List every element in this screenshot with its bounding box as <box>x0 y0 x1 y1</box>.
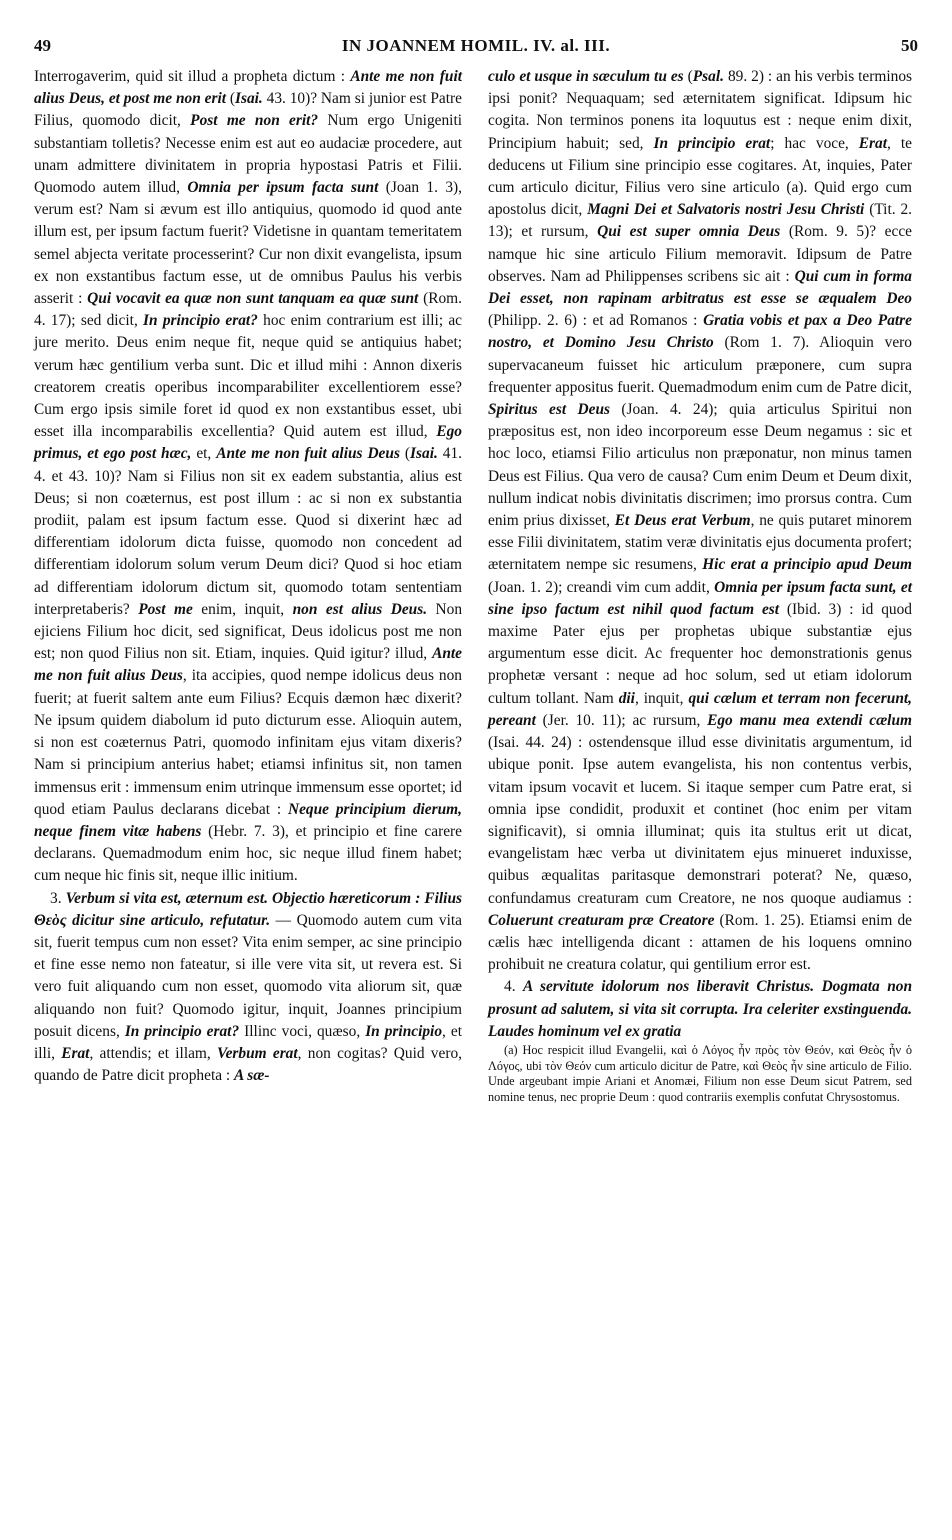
text-run: ; hac voce, <box>770 134 859 152</box>
italic-run: Coluerunt creaturam præ Creatore <box>488 911 715 929</box>
italic-run: In principio erat? <box>143 312 258 330</box>
footnote-a: (a) Hoc respicit illud Evangelii, καὶ ὁ Λόγος ἦν πρὸς τὸν Θεόν, καὶ Θεὸς ἦν ὁ Λόγος, ubi τὸν Θεόν cum articulo dicitur de Patre, καὶ Θεὸς ἦν sine articulo de Filio. Unde argeubant impie Ariani et Anomæi, Filium non esse Deum sicut Patrem, sed nomine tenus, nec proprie Deum : quod contrariis exemplis confutat Chrysostomus. <box>488 1042 912 1104</box>
italic-run: Post me non erit? <box>190 112 319 130</box>
italic-run: dii <box>618 689 635 707</box>
text-run: 4. <box>504 978 524 996</box>
left-paragraph-1 <box>34 66 462 888</box>
italic-run: Et Deus erat Verbum <box>614 512 751 530</box>
text-run: , attendis; et illam, <box>89 1044 218 1062</box>
text-run: , ita accipies, quod nempe idolicus deus non fuerit; at fuerit saltem ante eum Filius? Ecquis dæmon hæc dixerit? Ne ipsum quidem diabolum id puto dicturum esse. Alioquin autem, si non est coæternus Patri, quomodo infinitam ejus vitam dixeris? Nam si principium anterius habet; etiamsi infinitus sit, non tamen immensus erit : immensum enim utrinque immensum esse oportet; id quod etiam Paulus declarans dicebat : <box>34 667 462 818</box>
right-column <box>488 66 912 1105</box>
italic-run: Qui est super omnia Deus <box>597 223 781 241</box>
text-run: 41. 4. et 43. 10)? Nam si Filius non sit ex eadem substantia, alius est Deus; si non coæternus, est post illum : ac si non ex substantia prodiit, palam est ipsum factum esse. Quod si dixerint hæc ad differentiam idolorum dicta fuisse, quomodo non concedent ad differentiam idolorum solum verum Deum dici? Quod si hoc etiam ad differentiam idolorum dictum sit, quomodo totam sententiam interpretaberis? <box>34 445 462 618</box>
left-paragraph-2-section-3 <box>34 888 462 1088</box>
text-run: Num ergo Unigeniti substantiam tolletis? Necesse enim est aut eo audaciæ procedere, aut unam admittere divinitatem in propria hypostasi Patris et Filii. Quomodo autem illud, <box>34 112 463 197</box>
italic-run: In principio erat <box>653 134 771 152</box>
italic-run: Psal. <box>692 68 724 85</box>
text-run: , te deducens ut Filium sine principio esse cogitares. At, inquies, Pater cum articulo dicitur, Filius vero sine articulo (a). Quid ergo cum apostolus dicit, <box>488 134 912 219</box>
text-run: ( <box>683 68 693 85</box>
text-run: , inquit, <box>634 689 689 707</box>
italic-run: Verbum si vita est, æternum est. Objectio hæreticorum : Filius Θεὸς dicitur sine articulo, refutatur. <box>34 889 463 929</box>
text-run: 43. 10)? Nam si junior est Patre Filius, quomodo dicit, <box>34 90 462 130</box>
text-run: , et illi, <box>34 1022 463 1062</box>
text-run: Illinc voci, quæso, <box>239 1022 366 1040</box>
text-run: — Quomodo autem cum vita sit, fuerit tempus cum non esset? Vita enim semper, ac sine principio et fine esse nemo non fateatur, si ille vere vita sit, ut revera est. Si vero fuit aliquando cum non esset, quomodo vita aliorum sit, quæ aliquando non fuit? Quomodo igitur, inquit, Joannes principium posuit dicens, <box>34 911 463 1040</box>
italic-run: A sæ- <box>234 1067 270 1085</box>
italic-run: Isai. <box>234 90 263 108</box>
text-run: et, <box>191 445 217 463</box>
italic-run: Omnia per ipsum facta sunt <box>187 179 379 197</box>
italic-run: Qui vocavit ea quæ non sunt tanquam ea quæ sunt <box>87 290 419 308</box>
text-run: (Isai. 44. 24) : ostendensque illud esse divinitatis argumentum, id ubique ponit. Ipse autem evangelista, his non contentus verbis, vitam ipsum vocavit et lucem. Si itaque semper cum Patre erat, si omnia ipse condidit, produxit et continet (hoc enim per vitam significavit), si omnia illuminat; quis ita stultus erit ut dicat, evangelistam hæc verba ut divinitatem ejus minueret induxisse, quibus æqualitas paritasque demonstrari poterat? Ne, quæso, confundamus creaturam cum Creatore, ne nos quoque audiamus : <box>488 734 912 907</box>
italic-run: Verbum erat <box>217 1044 298 1062</box>
text-run: (Joan 1. 3), verum est? Nam si ævum est illo antiquius, quomodo id quod ante illum est, per ipsum factum fuerit? Videtisne in quantam temeritatem semel abjecta veritate processerint? Cur non dixit evangelista, ipsum ex non exstantibus factum esse, ut de omnibus Paulus his verbis asserit : <box>34 179 462 308</box>
text-run: hoc enim contrarium est illi; ac jure merito. Deus enim neque fit, neque quid se antiquius habet; verum hæc gentilium verba sunt. Dic et illud mihi : Annon dixeris creatorem creatis operibus incomparabiliter excellentiorem esse? Cum ergo ipsis simile foret id quod ex non exstantibus esset, ubi esset illa incomparabilis excellentia? Quid autem est illud, <box>34 312 463 441</box>
italic-run: Spiritus est Deus <box>488 401 610 419</box>
italic-run: Ego manu mea extendi cælum <box>707 711 912 729</box>
italic-run: Post me <box>138 600 193 618</box>
right-paragraph-2-section-4 <box>488 976 912 1043</box>
italic-run: In principio erat? <box>124 1022 240 1040</box>
text-run: Interrogaverim, quid sit illud a propheta dictum : <box>34 68 351 85</box>
text-run: , ne quis putaret minorem esse Filii divinitatem, statim veræ divinitatis ejus documenta profert; æternitatem nempe sic resumens, <box>488 512 913 574</box>
text-run: (Rom. 9. 5)? ecce namque hic sine articulo Filium memoravit. Idipsum de Patre observes. Nam ad Philippenses scribens sic ait : <box>488 223 912 285</box>
italic-run: Erat <box>858 134 888 152</box>
left-column <box>34 66 462 1087</box>
text-run: (Rom 1. 7). Alioquin vero supervacaneum fuisset hic articulum præponere, cum supra frequenter appositus fuerit. Quemadmodum enim cum de Patre dicit, <box>488 334 912 396</box>
text-run: (Rom. 1. 25). Etiamsi enim de cælis hæc intelligenda dicant : attamen de his loquens omnino prohibuit ne creatura colatur, qui gentilium error est. <box>488 911 912 974</box>
italic-run: culo et usque in sæculum tu es <box>488 68 684 85</box>
italic-run: Neque principium dierum, neque finem vitæ habens <box>34 800 462 840</box>
text-run: 89. 2) : an his verbis terminos ipsi ponit? Nequaquam; sed æternitatem significat. Idipsum hic cogita. Non terminos ponens ita loquutus est : neque enim dixit, Principium habuit; sed, <box>488 68 913 152</box>
italic-run: Magni Dei et Salvatoris nostri Jesu Christi <box>587 201 865 219</box>
italic-run: Erat <box>61 1044 90 1062</box>
right-page-number: 50 <box>901 36 918 55</box>
running-title: IN JOANNEM HOMIL. IV. al. III. <box>341 36 611 55</box>
text-run: (Rom. 4. 17); sed dicit, <box>34 290 462 330</box>
italic-run: Isai. <box>410 445 438 463</box>
text-run: enim, inquit, <box>192 600 293 618</box>
italic-run: non est alius Deus. <box>292 600 428 618</box>
right-paragraph-1 <box>488 66 912 976</box>
italic-run: Hic erat a principio apud Deum <box>702 556 912 574</box>
text-run: (Hebr. 7. 3), et principio et fine carere declarans. Quemadmodum enim hoc, sic neque illud finem habet; cum neque hic finis sit, neque illic initium. <box>34 822 462 885</box>
left-page-number: 49 <box>34 36 51 55</box>
text-run: (Philipp. 2. 6) : et ad Romanos : <box>488 312 704 330</box>
italic-run: Gratia vobis et pax a Deo Patre nostro, et Domino Jesu Christo <box>488 312 913 352</box>
italic-run: Ante me non fuit alius Deus, et post me non erit <box>34 68 462 108</box>
text-run: (Jer. 10. 11); ac rursum, <box>535 711 708 729</box>
text-run: Non ejiciens Filium hoc dicit, sed significat, Deus idolicus post me non est; non quod Filius non sit. Etiam, inquies. Quid igitur? illud, <box>34 600 463 663</box>
text-run: (Ibid. 3) : id quod maxime Pater ejus per prophetas ubique substantiæ ejus argumentum esse dicit. Ac frequenter hoc demonstrationis genus prophetæ versant : neque ad hoc solum, sed ut etiam idolorum cultum tollant. Nam <box>488 600 912 707</box>
running-header <box>30 36 922 60</box>
text-run: 3. <box>50 889 66 907</box>
text-run: ( <box>226 90 235 108</box>
italic-run: Omnia per ipsum facta sunt, et sine ipso factum est nihil quod factum est <box>488 578 912 618</box>
italic-run: In principio <box>365 1022 443 1040</box>
text-run: (Tit. 2. 13); et rursum, <box>488 201 912 241</box>
italic-run: Ego primus, et ego post hæc, <box>34 423 462 463</box>
italic-run: Ante me non fuit alius Deus <box>34 645 462 685</box>
italic-run: qui cælum et terram non fecerunt, pereant <box>488 689 912 729</box>
text-run: (Joan. 1. 2); creandi vim cum addit, <box>488 578 715 596</box>
text-run: , non cogitas? Quid vero, quando de Patre dicit propheta : <box>34 1044 462 1085</box>
italic-run: A servitute idolorum nos liberavit Christus. Dogmata non prosunt ad salutem, si vita sit corrupta. Ira celeriter exstinguenda. Laudes hominum vel ex gratia <box>488 978 913 1040</box>
italic-run: Ante me non fuit alius Deus <box>216 445 400 463</box>
italic-run: Qui cum in forma Dei esset, non rapinam arbitratus est esse se æqualem Deo <box>488 267 912 308</box>
text-run: ( <box>399 445 411 463</box>
text-run: (Joan. 4. 24); quia articulus Spiritui non præpositus est, non ideo incorporeum esse Deum negamus : sic et hoc loco, etiamsi Filio articulus non præponatur, non minus tamen Deus est Filius. Qua vero de causa? Cum enim Deum et Deum dixit, nullum indicat nobis divinitatis discrimen; imo prorsus contra. Cum enim prius dixisset, <box>488 401 912 530</box>
